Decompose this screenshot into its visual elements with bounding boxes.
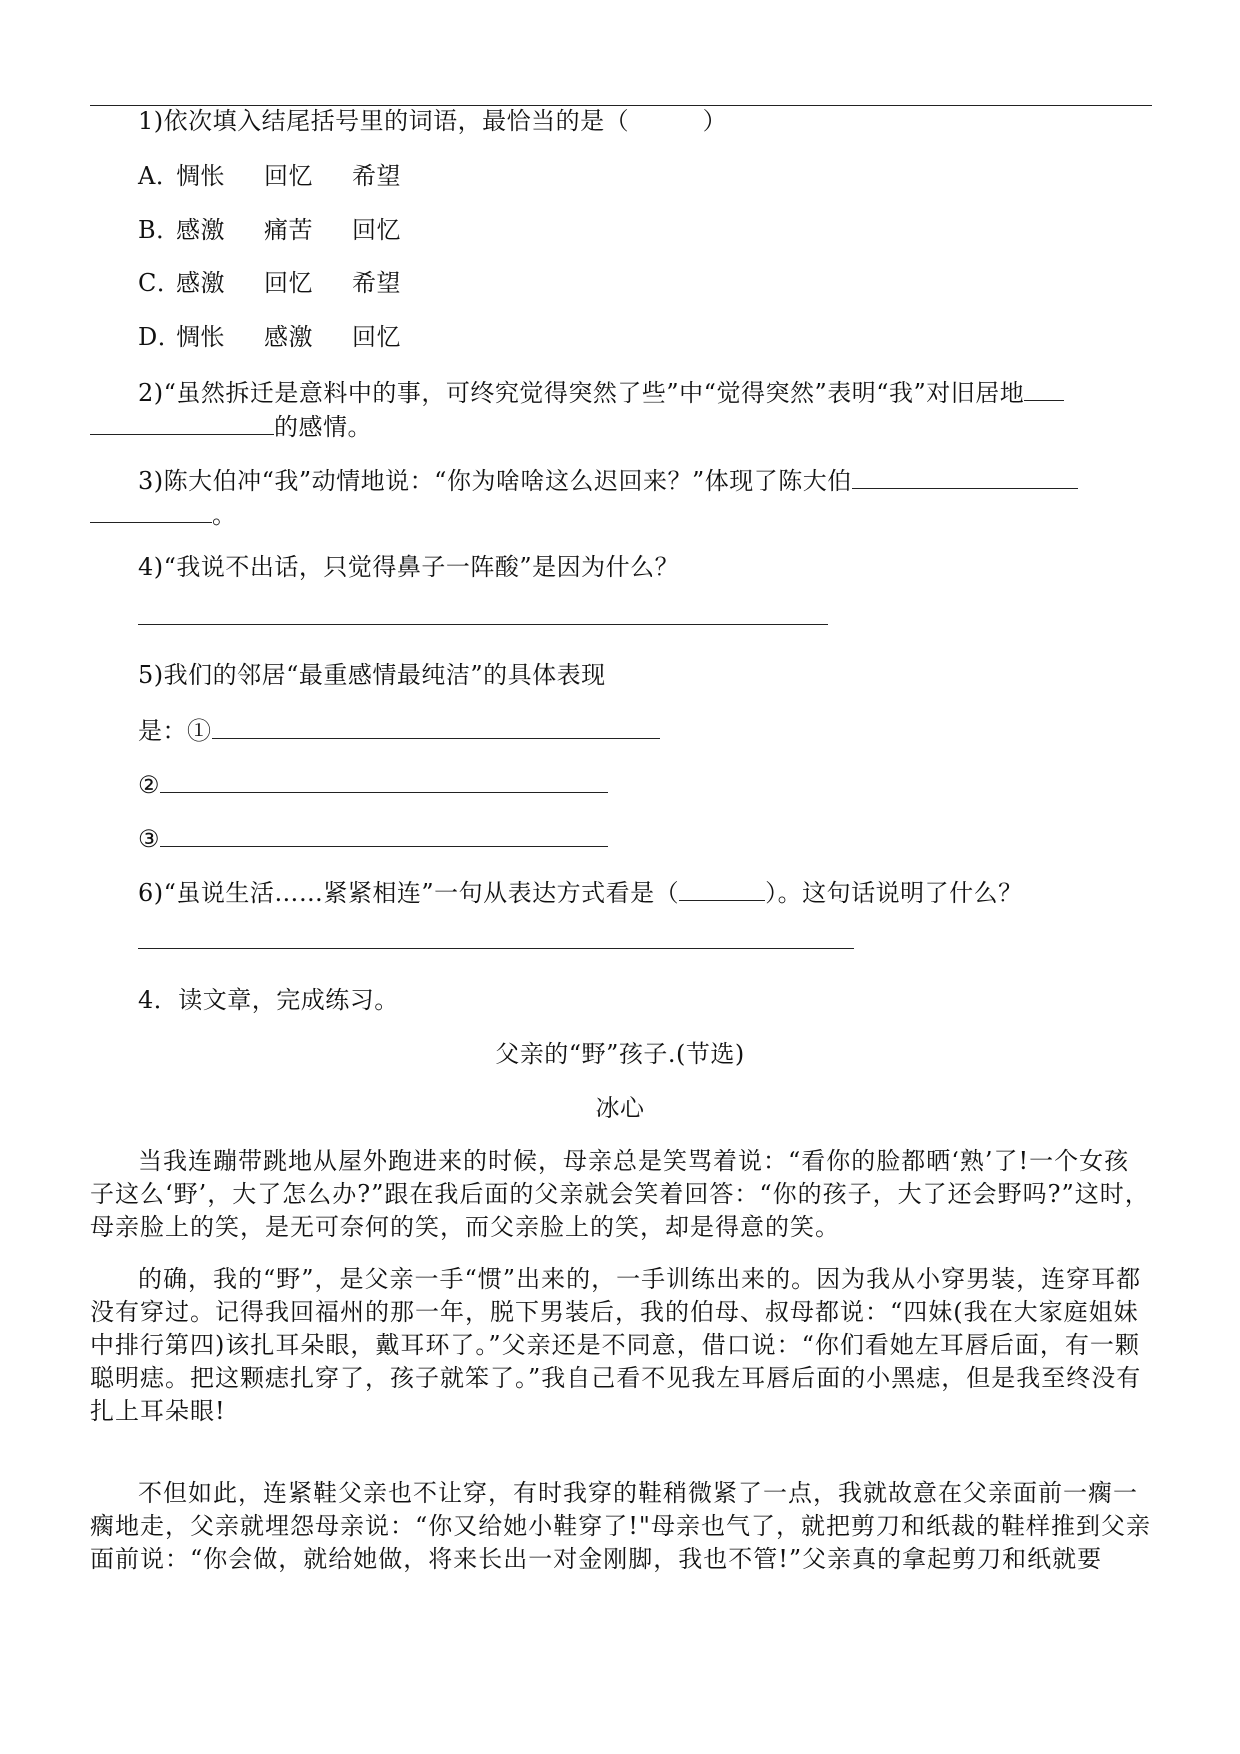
answer-blank[interactable] <box>90 410 274 435</box>
question-2-text: 2)“虽然拆迁是意料中的事，可终究觉得突然了些”中“觉得突然”表明“我”对旧居地 <box>138 379 1025 407</box>
option-word: 感激 <box>176 269 225 297</box>
option-letter: D． <box>138 323 183 351</box>
answer-blank[interactable] <box>212 714 660 739</box>
option-letter: C． <box>138 269 182 297</box>
question-3-tail: 。 <box>212 501 237 529</box>
option-word: 惆怅 <box>176 323 225 351</box>
question-2-line1 <box>138 376 1064 408</box>
option-word: 感激 <box>176 216 225 244</box>
answer-blank[interactable] <box>90 498 212 523</box>
option-c[interactable] <box>138 268 401 298</box>
section-4-heading: 4．读文章，完成练习。 <box>138 986 399 1014</box>
article-paragraph-2 <box>90 1263 1152 1428</box>
option-word: 希望 <box>352 269 401 297</box>
question-5-answer-1 <box>138 714 660 746</box>
question-4-stem: 4)“我说不出话，只觉得鼻子一阵酸”是因为什么？ <box>138 553 680 581</box>
question-3-text: 3)陈大伯冲“我”动情地说：“你为啥啥这么迟回来？”体现了陈大伯 <box>138 467 852 495</box>
article-author: 冰心 <box>595 1094 645 1122</box>
answer-marker: ③ <box>138 825 161 853</box>
answer-blank[interactable] <box>1024 376 1064 401</box>
question-6-answer-line <box>138 924 854 956</box>
question-2-line2 <box>90 410 372 442</box>
answer-blank[interactable] <box>852 464 1078 489</box>
question-5-answer-3 <box>138 822 608 854</box>
option-word: 惆怅 <box>176 162 225 190</box>
option-word: 感激 <box>264 323 313 351</box>
question-2-tail: 的感情。 <box>274 413 372 441</box>
answer-blank[interactable] <box>679 876 765 901</box>
question-3-line1 <box>138 464 1078 496</box>
question-1-stem: 1)依次填入结尾括号里的词语，最恰当的是（ ） <box>138 107 728 135</box>
paragraph-text: 的确，我的“野”，是父亲一手“惯”出来的，一手训练出来的。因为我从小穿男装，连穿耳都没有穿过。记得我回福州的那一年，脱下男装后，我的伯母、叔母都说：“四妹(我在大家庭姐妹中排行第四)该扎耳朵眼，戴耳环了。”父亲还是不同意，借口说：“你们看她左耳唇后面，有一颗聪明痣。把这颗痣扎穿了，孩子就笨了。”我自己看不见我左耳唇后面的小黑痣，但是我至终没有扎上耳朵眼! <box>90 1265 1142 1425</box>
answer-marker: ② <box>138 771 161 799</box>
article-title: 父亲的“野”孩子.(节选) <box>495 1040 745 1068</box>
answer-blank[interactable] <box>138 924 854 949</box>
paragraph-text: 当我连蹦带跳地从屋外跑进来的时候，母亲总是笑骂着说：“看你的脸都晒‘熟’了!一个女孩子这么‘野’，大了怎么办?”跟在我后面的父亲就会笑着回答：“你的孩子，大了还会野吗?”这时，母亲脸上的笑，是无可奈何的笑，而父亲脸上的笑，却是得意的笑。 <box>90 1147 1150 1241</box>
option-word: 回忆 <box>352 323 401 351</box>
answer-blank[interactable] <box>160 822 608 847</box>
answer-blank[interactable] <box>160 768 608 793</box>
option-d[interactable] <box>138 322 401 352</box>
option-word: 回忆 <box>264 269 313 297</box>
option-word: 希望 <box>352 162 401 190</box>
question-6-text-a: 6)“虽说生活……紧紧相连”一句从表达方式看是（ <box>138 879 680 907</box>
question-5-stem: 5)我们的邻居“最重感情最纯洁”的具体表现 <box>138 661 606 689</box>
option-word: 痛苦 <box>264 216 313 244</box>
option-letter: B． <box>138 216 181 244</box>
question-5-answer-2 <box>138 768 608 800</box>
option-a[interactable] <box>138 161 401 191</box>
question-3-line2 <box>90 498 237 530</box>
article-paragraph-3 <box>90 1477 1152 1576</box>
paragraph-text: 不但如此，连紧鞋父亲也不让穿，有时我穿的鞋稍微紧了一点，我就故意在父亲面前一瘸一瘸地走，父亲就埋怨母亲说：“你又给她小鞋穿了!"母亲也气了，就把剪刀和纸裁的鞋样推到父亲面前说：“你会做，就给她做，将来长出一对金刚脚，我也不管!”父亲真的拿起剪刀和纸就要 <box>90 1479 1151 1573</box>
answer-prefix: 是：① <box>138 717 212 745</box>
answer-blank[interactable] <box>138 600 828 625</box>
question-6-text-b: ）。这句话说明了什么？ <box>765 879 1023 907</box>
question-6-stem <box>138 876 1023 908</box>
option-b[interactable] <box>138 215 401 245</box>
option-word: 回忆 <box>352 216 401 244</box>
option-word: 回忆 <box>264 162 313 190</box>
question-4-answer-line <box>138 600 828 632</box>
article-paragraph-1 <box>90 1145 1152 1244</box>
option-letter: A． <box>138 162 181 190</box>
